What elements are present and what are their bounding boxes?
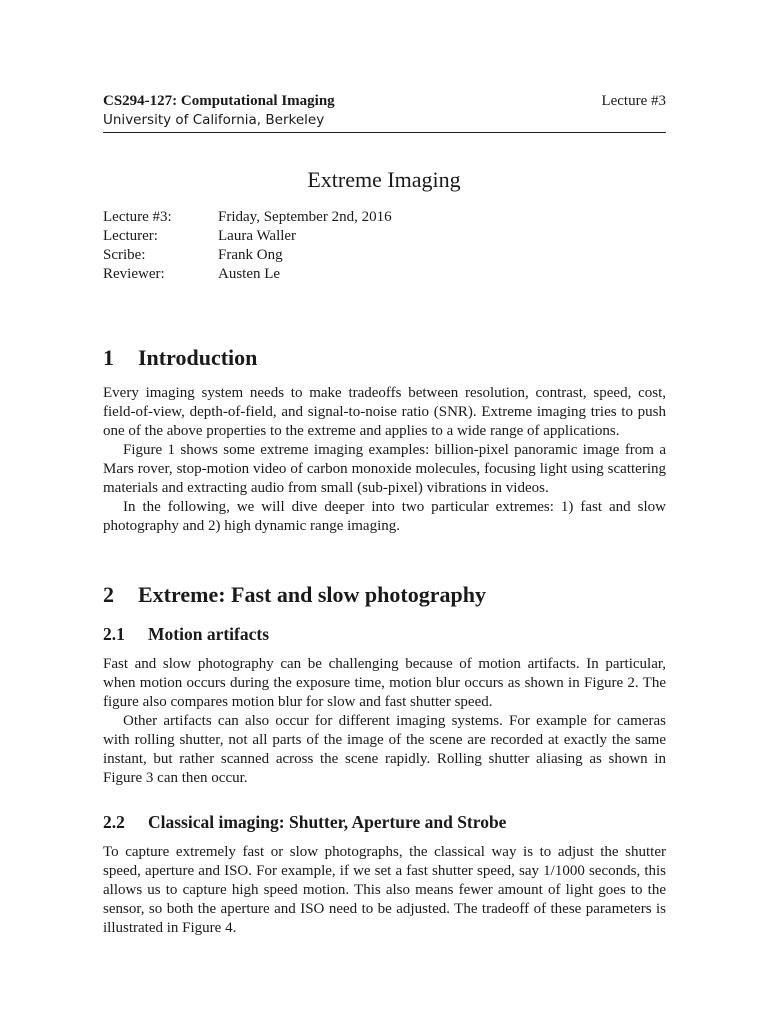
- meta-key: Lecturer:: [103, 228, 158, 244]
- subsection-heading-motion-artifacts: [103, 623, 269, 645]
- section-number: 1: [103, 345, 114, 370]
- section-title: Motion artifacts: [148, 624, 270, 644]
- meta-row-scribe: [103, 246, 392, 265]
- meta-row-reviewer: [103, 265, 392, 284]
- meta-key: Lecture #3:: [103, 209, 172, 225]
- section-number: 2: [103, 582, 114, 607]
- subsection-heading-classical-imaging: [103, 811, 506, 833]
- section-body-motion-artifacts: [103, 655, 666, 788]
- course-title: CS294-127: Computational Imaging: [103, 93, 335, 109]
- paragraph: Other artifacts can also occur for different imaging systems. For example for cameras with rolling shutter, not all parts of the image of the scene are recorded at exactly the same instant, but rather scanned across the scene rapidly. Rolling shutter aliasing as shown in Figure 3 can then occur.: [103, 713, 666, 786]
- section-heading-introduction: [103, 344, 257, 372]
- meta-row-lecture: [103, 208, 392, 227]
- section-title: Classical imaging: Shutter, Aperture and Strobe: [148, 812, 507, 832]
- document-title: Extreme Imaging: [307, 167, 461, 192]
- section-title: Extreme: Fast and slow photography: [138, 582, 486, 607]
- section-heading-fast-slow: [103, 581, 486, 609]
- lecture-number: Lecture #3: [601, 93, 666, 109]
- meta-value: Frank Ong: [218, 247, 283, 263]
- section-body-introduction: [103, 384, 666, 536]
- section-body-classical-imaging: [103, 843, 666, 938]
- meta-row-lecturer: [103, 227, 392, 246]
- meta-value: Friday, September 2nd, 2016: [218, 209, 392, 225]
- meta-key: Reviewer:: [103, 266, 165, 282]
- section-number: 2.1: [103, 624, 125, 644]
- lecture-metadata: [103, 208, 392, 284]
- meta-value: Laura Waller: [218, 228, 297, 244]
- paragraph: Figure 1 shows some extreme imaging examples: billion-pixel panoramic image from a Mars rover, stop-motion video of carbon monoxide molecules, focusing light using scattering materials and extracting audio from small (sub-pixel) vibrations in videos.: [103, 442, 666, 496]
- paragraph: To capture extremely fast or slow photographs, the classical way is to adjust the shutter speed, aperture and ISO. For example, if we set a fast shutter speed, say 1/1000 seconds, this allows us to capture high speed motion. This also means fewer amount of light goes to the sensor, so both the aperture and ISO need to be adjusted. The tradeoff of these parameters is illustrated in Figure 4.: [103, 844, 666, 936]
- page-header: [103, 92, 666, 133]
- section-title: Introduction: [138, 345, 258, 370]
- paragraph: Every imaging system needs to make tradeoffs between resolution, contrast, speed, cost, field-of-view, depth-of-field, and signal-to-noise ratio (SNR). Extreme imaging tries to push one of the above properties to the extreme and applies to a wide range of applications.: [103, 385, 666, 439]
- university-name: University of California, Berkeley: [103, 112, 325, 128]
- section-number: 2.2: [103, 812, 125, 832]
- paragraph: Fast and slow photography can be challenging because of motion artifacts. In particular, when motion occurs during the exposure time, motion blur occurs as shown in Figure 2. The figure also compares motion blur for slow and fast shutter speed.: [103, 656, 666, 710]
- meta-value: Austen Le: [218, 266, 281, 282]
- paragraph: In the following, we will dive deeper into two particular extremes: 1) fast and slow photography and 2) high dynamic range imaging.: [103, 499, 666, 534]
- meta-key: Scribe:: [103, 247, 146, 263]
